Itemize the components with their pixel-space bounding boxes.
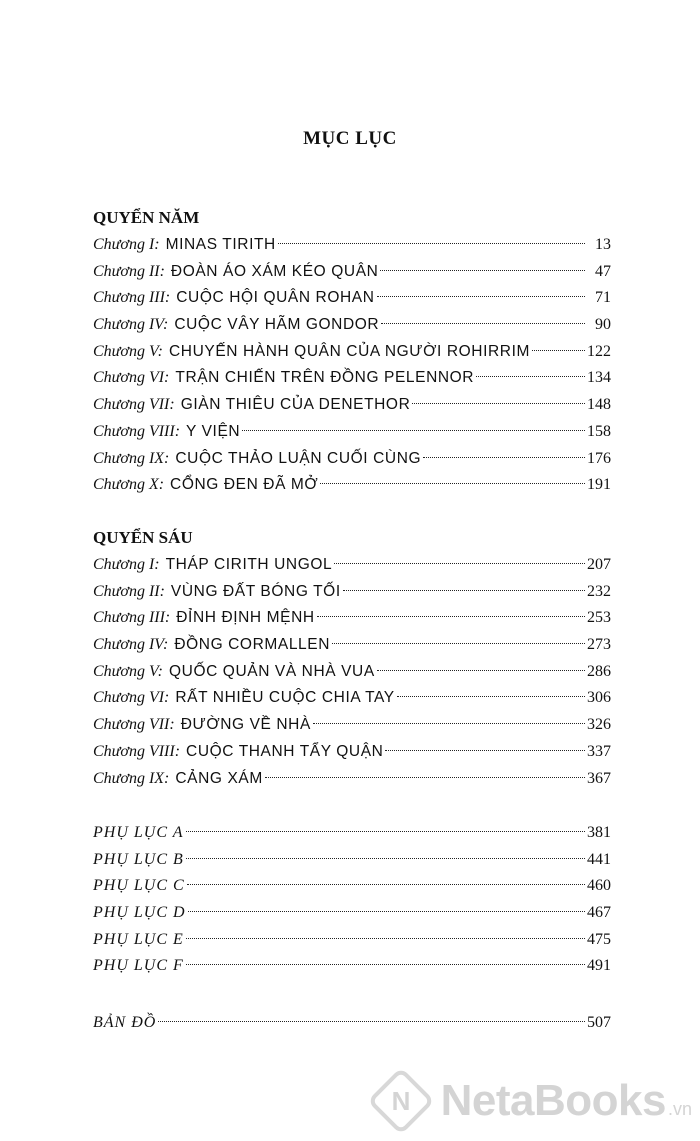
book-six-section [93,527,611,792]
toc-entry[interactable] [93,446,611,473]
dot-leader [313,723,585,724]
logo-letter: N [391,1086,411,1116]
chapter-title: RẤT NHIỀU CUỘC CHIA TAY [175,689,395,707]
toc-entry[interactable] [93,712,611,739]
netabooks-logo-icon [367,1067,435,1135]
dot-leader [317,616,585,617]
dot-leader [476,376,585,377]
toc-entry[interactable] [93,579,611,606]
dot-leader [377,296,585,297]
dot-leader [385,750,585,751]
page-number: 176 [587,449,611,467]
chapter-title: VÙNG ĐẤT BÓNG TỐI [170,582,341,600]
chapter-label: Chương IX: [93,449,170,467]
dot-leader [186,938,585,939]
book-five-heading: QUYỂN NĂM [93,208,200,227]
page-number: 134 [587,369,611,387]
appendix-label: PHỤ LỤC D [93,904,186,922]
chapter-title: ĐOÀN ÁO XÁM KÉO QUÂN [170,262,379,280]
chapter-label: Chương II: [93,262,165,280]
chapter-label: Chương VIII: [93,422,181,440]
dot-leader [381,323,585,324]
chapter-label: Chương VI: [93,369,170,387]
appendices-section [93,820,611,980]
dot-leader [186,858,585,859]
toc-entry[interactable] [93,365,611,392]
page-number: 306 [587,689,611,707]
chapter-label: Chương III: [93,609,171,627]
toc-entry-appendix[interactable] [93,820,611,847]
dot-leader [377,670,585,671]
page-number: 90 [595,316,611,334]
dot-leader [397,696,585,697]
toc-entry[interactable] [93,605,611,632]
page-number: 191 [587,476,611,494]
chapter-title: TRẬN CHIẾN TRÊN ĐỒNG PELENNOR [175,369,475,387]
page-number: 71 [595,289,611,307]
appendix-label: PHỤ LỤC F [93,957,184,975]
chapter-label: Chương VII: [93,396,175,414]
appendix-label: PHỤ LỤC A [93,824,184,841]
chapter-title: MINAS TIRITH [165,236,276,253]
page-number: 507 [587,1014,611,1031]
toc-entry-appendix[interactable] [93,953,611,980]
chapter-title: CUỘC THANH TẨY QUẬN [186,742,384,760]
chapter-label: Chương V: [93,342,163,360]
chapter-label: Chương X: [93,476,165,494]
watermark [377,1076,692,1126]
page-number: 148 [587,396,611,414]
chapter-title: THÁP CIRITH UNGOL [165,556,333,573]
chapter-label: Chương VII: [93,716,175,734]
maps-section [93,1010,611,1037]
toc-entry[interactable] [93,739,611,766]
appendix-label: PHỤ LỤC B [93,850,184,868]
page-number: 122 [587,342,611,360]
dot-leader [265,777,585,778]
chapter-title: CUỘC THẢO LUẬN CUỐI CÙNG [175,449,422,467]
toc-entry-appendix[interactable] [93,900,611,927]
page-number: 475 [587,930,611,948]
appendix-label: PHỤ LỤC C [93,877,185,895]
toc-entry[interactable] [93,392,611,419]
page-number: 47 [595,262,611,280]
toc-entry-appendix[interactable] [93,927,611,954]
dot-leader [423,457,585,458]
book-six-heading: QUYỂN SÁU [93,528,193,547]
chapter-label: Chương VIII: [93,742,181,760]
toc-entry[interactable] [93,766,611,793]
page-number: 337 [587,742,611,760]
book-six-list [93,552,611,792]
appendix-list [93,820,611,980]
dot-leader [158,1021,585,1022]
page-number: 491 [587,957,611,975]
chapter-title: ĐỒNG CORMALLEN [174,636,331,654]
chapter-label: Chương IV: [93,316,169,334]
page-number: 13 [595,236,611,253]
dot-leader [334,563,585,564]
page-number: 158 [587,422,611,440]
toc-entry-maps[interactable] [93,1010,611,1037]
page-number: 467 [587,904,611,922]
book-five-section [93,207,611,499]
chapter-label: Chương VI: [93,689,170,707]
page-number: 326 [587,716,611,734]
chapter-title: Y VIỆN [186,422,241,440]
chapter-title: ĐỈNH ĐỊNH MỆNH [176,609,315,627]
page-number: 441 [587,850,611,868]
dot-leader [320,483,585,484]
chapter-label: Chương V: [93,662,163,680]
page-number: 207 [587,556,611,573]
toc-entry[interactable] [93,632,611,659]
dot-leader [332,643,585,644]
dot-leader [188,911,585,912]
dot-leader [187,884,585,885]
chapter-title: CUỘC VÂY HÃM GONDOR [174,316,380,334]
chapter-title: CỔNG ĐEN ĐÃ MỞ [170,476,319,494]
toc-entry[interactable] [93,232,611,259]
toc-entry[interactable] [93,552,611,579]
watermark-brand: NetaBooks [440,1076,666,1125]
dot-leader [412,403,585,404]
toc-entry-appendix[interactable] [93,873,611,900]
dot-leader [380,270,585,271]
toc-entry[interactable] [93,472,611,499]
page-number: 367 [587,769,611,787]
chapter-label: Chương IV: [93,636,169,654]
page-number: 253 [587,609,611,627]
toc-entry[interactable] [93,259,611,286]
page-number: 273 [587,636,611,654]
toc-entry[interactable] [93,419,611,446]
toc-entry-appendix[interactable] [93,847,611,874]
page-number: 232 [587,582,611,600]
dot-leader [186,964,585,965]
chapter-label: Chương I: [93,556,160,573]
chapter-title: CẢNG XÁM [175,769,263,787]
dot-leader [278,243,585,244]
maps-label: BẢN ĐỒ [93,1014,157,1031]
toc-entry[interactable] [93,285,611,312]
toc-entry[interactable] [93,312,611,339]
page-title: MỤC LỤC [303,128,397,149]
page-number: 286 [587,662,611,680]
page-number: 381 [587,824,611,841]
book-five-list [93,232,611,499]
chapter-label: Chương I: [93,236,160,253]
chapter-title: CUỘC HỘI QUÂN ROHAN [176,289,375,307]
toc-entry[interactable] [93,685,611,712]
chapter-label: Chương III: [93,289,171,307]
dot-leader [532,350,585,351]
page-number: 460 [587,877,611,895]
watermark-suffix: .vn [667,1098,692,1119]
chapter-label: Chương II: [93,582,165,600]
dot-leader [343,590,585,591]
appendix-label: PHỤ LỤC E [93,930,184,948]
chapter-title: GIÀN THIÊU CỦA DENETHOR [180,396,411,414]
chapter-title: CHUYẾN HÀNH QUÂN CỦA NGƯỜI ROHIRRIM [169,342,530,360]
toc-entry[interactable] [93,339,611,366]
chapter-label: Chương IX: [93,769,170,787]
dot-leader [242,430,585,431]
dot-leader [186,831,586,832]
chapter-title: QUỐC QUẢN VÀ NHÀ VUA [169,662,375,680]
chapter-title: ĐƯỜNG VỀ NHÀ [180,716,311,734]
toc-entry[interactable] [93,659,611,686]
